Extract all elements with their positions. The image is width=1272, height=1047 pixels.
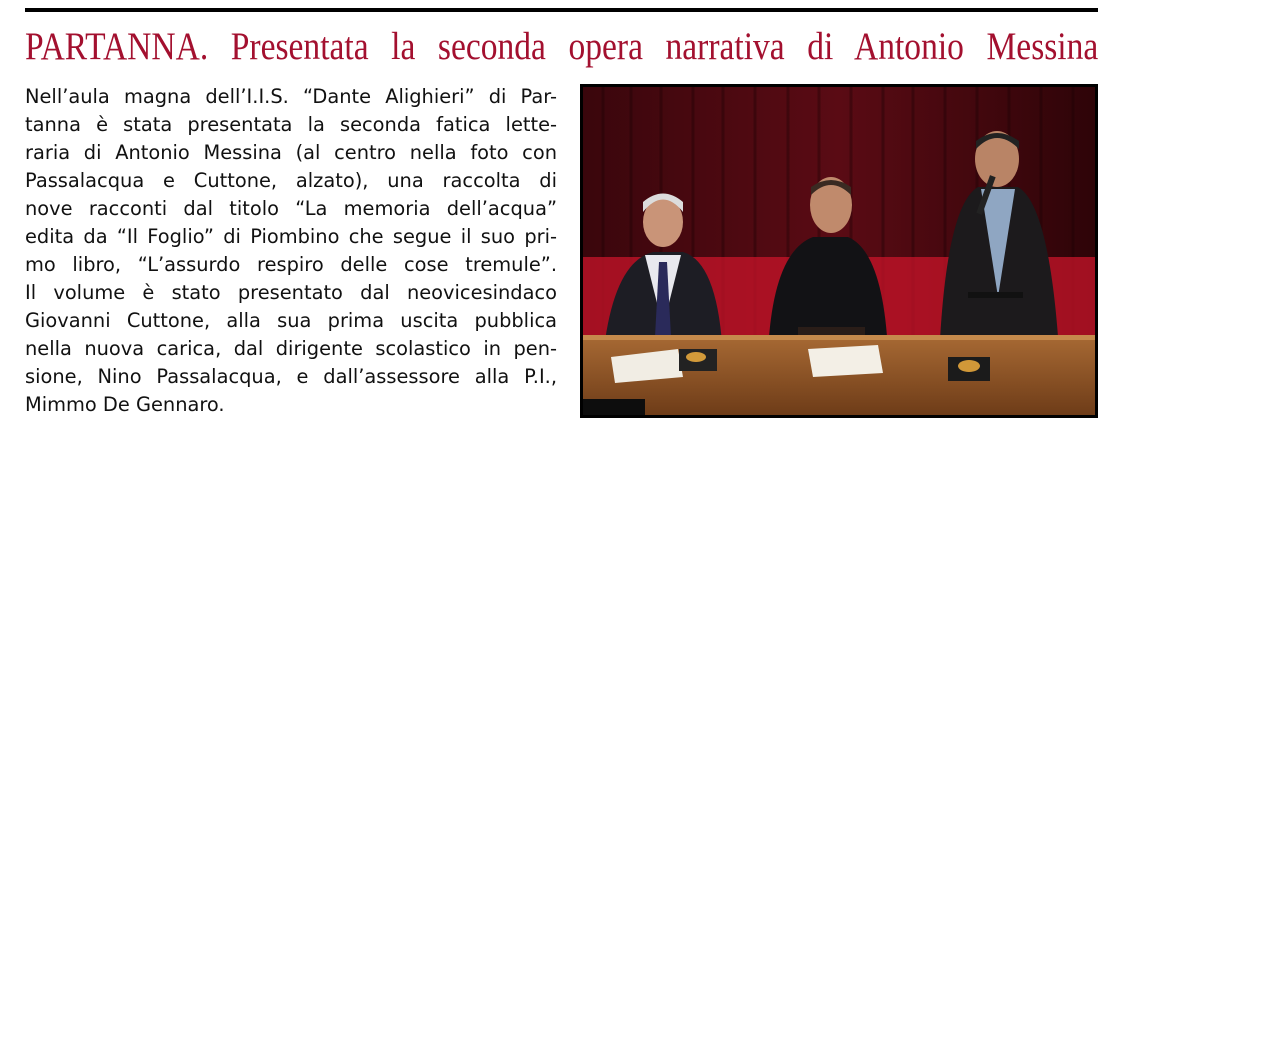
body-line: tanna è stata presentata la seconda fatica lette- [25,113,557,136]
book-right-cover [958,360,980,372]
body-line: nove racconti dal titolo “La memoria dell’acqua” [25,197,557,220]
table-edge [583,335,1095,340]
body-line: Il volume è stato presentato dal neovicesindaco [25,281,557,304]
body-line: raria di Antonio Messina (al centro nella foto con [25,141,557,164]
body-line: Passalacqua e Cuttone, alzato), una raccolta di [25,169,557,192]
body-line: edita da “Il Foglio” di Piombino che segue il suo pri- [25,225,557,248]
top-rule [25,8,1098,12]
body-line: Nell’aula magna dell’I.I.S. “Dante Alighieri” di Par- [25,85,557,108]
book-left-cover [686,352,706,362]
body-line: Mimmo De Gennaro. [25,393,225,416]
article-photo [580,84,1098,418]
body-line: nella nuova carica, dal dirigente scolastico in pen- [25,337,557,360]
body-line: sione, Nino Passalacqua, e dall’assessore alla P.I., [25,365,557,388]
foreground-object [583,399,645,415]
body-line: mo libro, “L’assurdo respiro delle cose tremule”. [25,253,557,276]
article-body [25,83,557,419]
body-line: Giovanni Cuttone, alla sua prima uscita pubblica [25,309,557,332]
paper-center [808,345,883,377]
photo-illustration [583,87,1095,415]
article-headline: PARTANNA. Presentata la seconda opera narrativa di Antonio Messina [25,25,1099,68]
